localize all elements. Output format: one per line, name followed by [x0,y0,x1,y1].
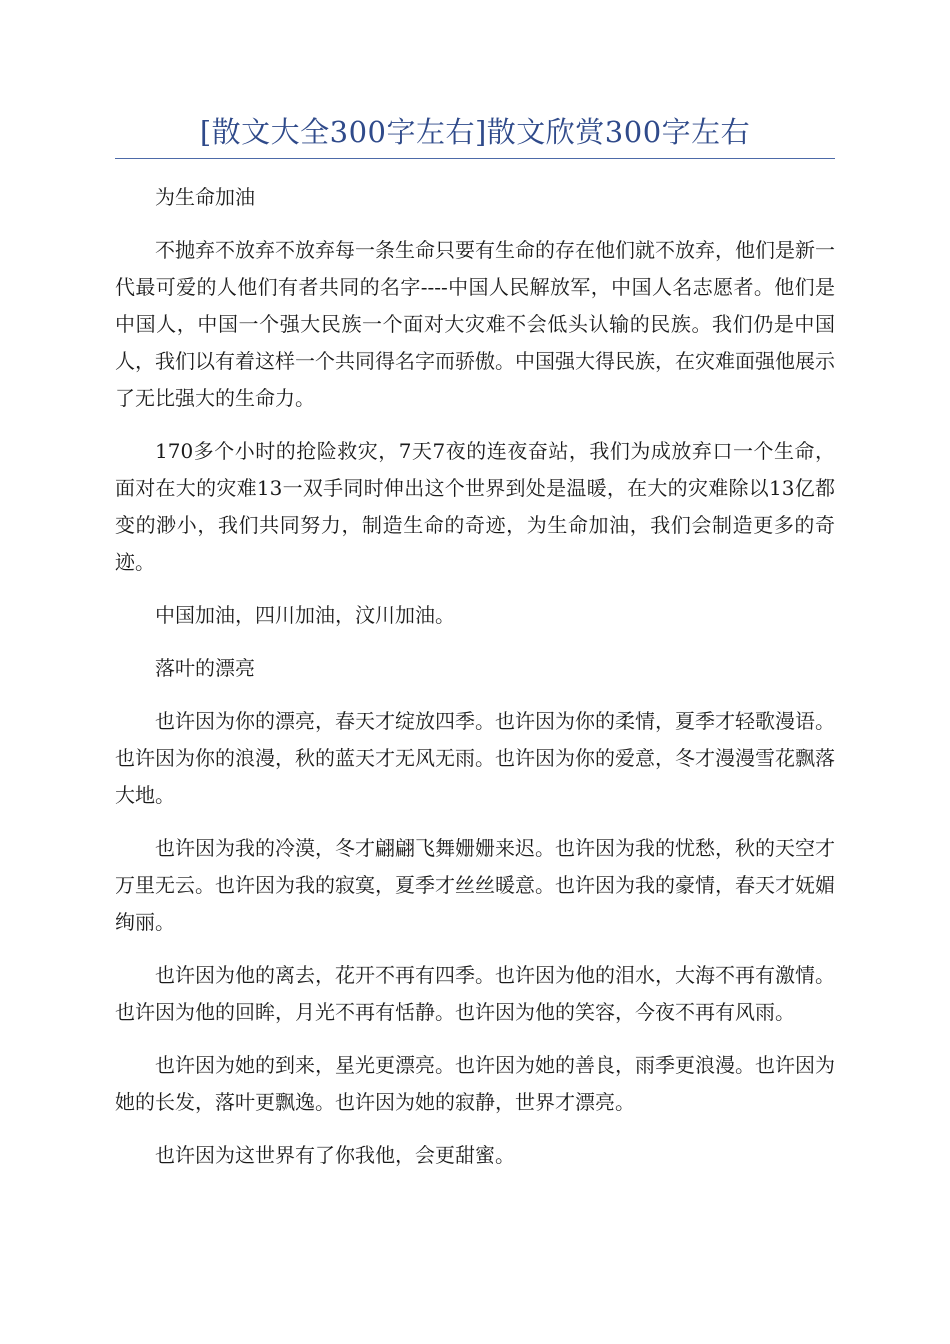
document-body [115,179,835,1174]
paragraph: 落叶的漂亮 [155,656,255,680]
paragraph: 不抛弃不放弃不放弃每一条生命只要有生命的存在他们就不放弃，他们是新一代最可爱的人他们有者共同的名字----中国人民解放军，中国人名志愿者。他们是中国人，中国一个强大民族一个面对大灾难不会低头认输的民族。我们仍是中国人，我们以有着这样一个共同得名字而骄傲。中国强大得民族，在灾难面强他展示了无比强大的生命力。 [115,238,835,410]
paragraph: 也许因为她的到来，星光更漂亮。也许因为她的善良，雨季更浪漫。也许因为她的长发，落叶更飘逸。也许因为她的寂静，世界才漂亮。 [115,1053,835,1114]
paragraph: 为生命加油 [155,185,255,209]
paragraph: 中国加油，四川加油，汶川加油。 [155,603,455,627]
paragraph: 170多个小时的抢险救灾，7天7夜的连夜奋站，我们为成放弃口一个生命，面对在大的灾难13一双手同时伸出这个世界到处是温暖，在大的灾难除以13亿都变的渺小，我们共同努力，制造生命的奇迹，为生命加油，我们会制造更多的奇迹。 [115,439,835,574]
document-title: [散文大全300字左右]散文欣赏300字左右 [199,115,751,149]
paragraph: 也许因为他的离去，花开不再有四季。也许因为他的泪水，大海不再有激情。也许因为他的回眸，月光不再有恬静。也许因为他的笑容，今夜不再有风雨。 [115,963,835,1024]
paragraph: 也许因为我的冷漠，冬才翩翩飞舞姗姗来迟。也许因为我的忧愁，秋的天空才万里无云。也许因为我的寂寞，夏季才丝丝暖意。也许因为我的豪情，春天才妩媚绚丽。 [115,836,835,934]
paragraph: 也许因为这世界有了你我他，会更甜蜜。 [155,1143,515,1167]
paragraph: 也许因为你的漂亮，春天才绽放四季。也许因为你的柔情，夏季才轻歌漫语。也许因为你的浪漫，秋的蓝天才无风无雨。也许因为你的爱意，冬才漫漫雪花飘落大地。 [115,709,835,807]
title-divider [115,158,835,159]
